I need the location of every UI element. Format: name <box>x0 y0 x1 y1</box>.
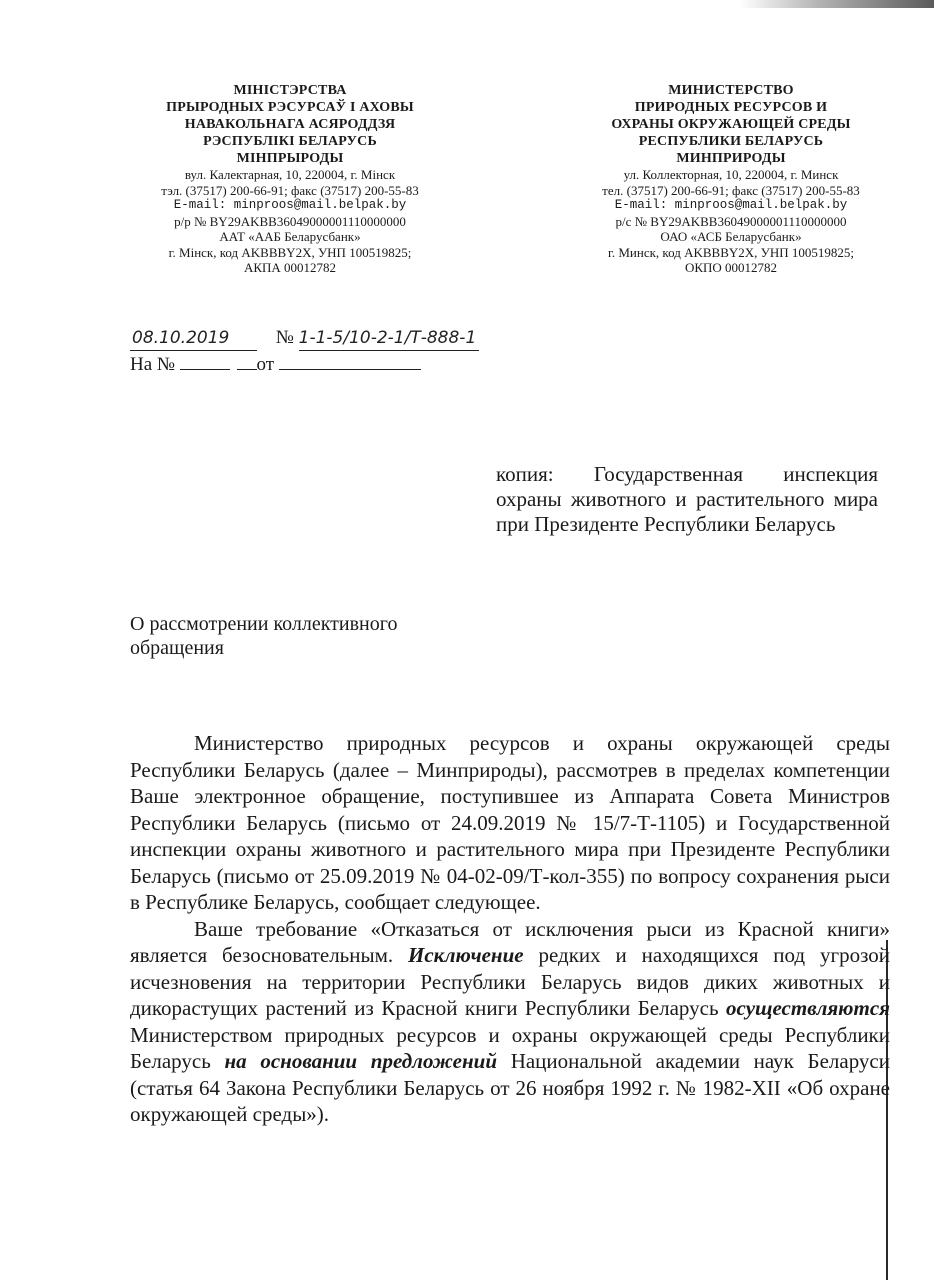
org-title-line: ПРЫРОДНЫХ РЭСУРСАЎ І АХОВЫ <box>166 100 414 115</box>
reply-label: На № <box>130 354 176 375</box>
reply-number-blank <box>180 351 230 370</box>
text-run: Национальной академии наук Беларуси (статья 64 Закона Республики Беларусь от 26 ноября 1992 г. № 1982-XII «Об охране окружающей среды»). <box>130 1049 890 1126</box>
bank-code: г. Минск, код AKBBBY2X, УНП 100519825; <box>608 244 854 260</box>
org-title-line: РЕСПУБЛИКИ БЕЛАРУСЬ <box>638 134 824 149</box>
email: E-mail: minproos@mail.belpak.by <box>614 198 848 212</box>
emphasis: на основании предложений <box>224 1049 497 1073</box>
org-title-ru <box>548 82 914 167</box>
from-label: от <box>256 354 275 375</box>
outgoing-date: 08.10.2019 <box>130 326 257 351</box>
phone-fax: тел. (37517) 200-66-91; факс (37517) 200-55-83 <box>602 182 860 198</box>
text-run: Ваше требование «Отказаться от исключения рыси из Красной книги» является безосновательным. <box>130 916 890 967</box>
letter-subject: О рассмотрении коллективного обращения <box>130 613 398 659</box>
text-run: Министерством природных ресурсов и охраны окружающей среды Республики Беларусь <box>130 1022 890 1073</box>
body-paragraph <box>130 916 890 1128</box>
phone-fax: тэл. (37517) 200-66-91; факс (37517) 200-55-83 <box>161 182 419 198</box>
registration-line <box>130 326 479 351</box>
org-title-line: РЭСПУБЛІКІ БЕЛАРУСЬ <box>203 134 377 149</box>
org-title-line: ПРИРОДНЫХ РЕСУРСОВ И <box>634 100 828 115</box>
org-title-line: МИНИСТЕРСТВО <box>668 83 794 98</box>
email: E-mail: minproos@mail.belpak.by <box>173 198 407 212</box>
address: вул. Калектарная, 10, 220004, г. Мінск <box>184 167 396 182</box>
emphasis: Исключение <box>408 943 524 967</box>
address: ул. Коллекторная, 10, 220004, г. Минск <box>623 167 839 182</box>
org-title-be <box>110 82 470 167</box>
okpo-code: АКПА 00012782 <box>243 260 337 275</box>
org-title-line: ОХРАНЫ ОКРУЖАЮЩЕЙ СРЕДЫ <box>611 117 851 132</box>
number-sign: № <box>275 327 294 348</box>
bank-code: г. Мінск, код AKBBBY2X, УНП 100519825; <box>168 244 412 260</box>
scan-edge-shadow <box>740 0 934 8</box>
bank-account: р/с № BY29AKBB36049000001110000000 <box>615 213 847 229</box>
bank-account: р/р № BY29AKBB36049000001110000000 <box>174 213 406 229</box>
reply-line <box>130 351 479 377</box>
org-title-line: МИНПРИРОДЫ <box>676 151 786 166</box>
registration-block <box>130 326 479 377</box>
reply-date-blank <box>279 351 421 370</box>
letterhead-belarusian <box>110 82 470 276</box>
letter-body <box>130 730 890 1128</box>
org-title-line: МІНІСТЭРСТВА <box>233 83 347 98</box>
bank-name: ОАО «АСБ Беларусбанк» <box>660 229 802 244</box>
emphasis: осуществляются <box>726 996 890 1020</box>
text-run: редких и находящихся под угрозой исчезновения на территории Республики Беларусь видов диких животных и дикорастущих растений из Красной книги Республики Беларусь <box>130 943 890 1020</box>
body-paragraph: Министерство природных ресурсов и охраны окружающей среды Республики Беларусь (далее – Минприроды), рассмотрев в пределах компетенции Ваше электронное обращение, поступившее из Аппарата Совета Министров Республики Беларусь (письмо от 24.09.2019 № 15/7-Т-1105) и Государственной инспекции охраны животного и растительного мира при Президенте Республики Беларусь (письмо от 25.09.2019 № 04-02-09/Т-кол-355) по вопросу сохранения рыси в Республике Беларусь, сообщает следующее. <box>130 731 890 914</box>
outgoing-number: 1-1-5/10-2-1/Т-888-1 <box>299 326 479 351</box>
reply-number-blank <box>237 351 257 370</box>
copy-recipient: копия: Государственная инспекция охраны животного и растительного мира при Президенте Республики Беларусь <box>496 462 878 536</box>
org-title-line: НАВАКОЛЬНАГА АСЯРОДДЗЯ <box>184 117 396 132</box>
okpo-code: ОКПО 00012782 <box>684 260 778 275</box>
org-title-line: МІНПРЫРОДЫ <box>236 151 344 166</box>
bank-name: ААТ «ААБ Беларусбанк» <box>219 229 361 244</box>
letterhead-russian <box>548 82 914 276</box>
